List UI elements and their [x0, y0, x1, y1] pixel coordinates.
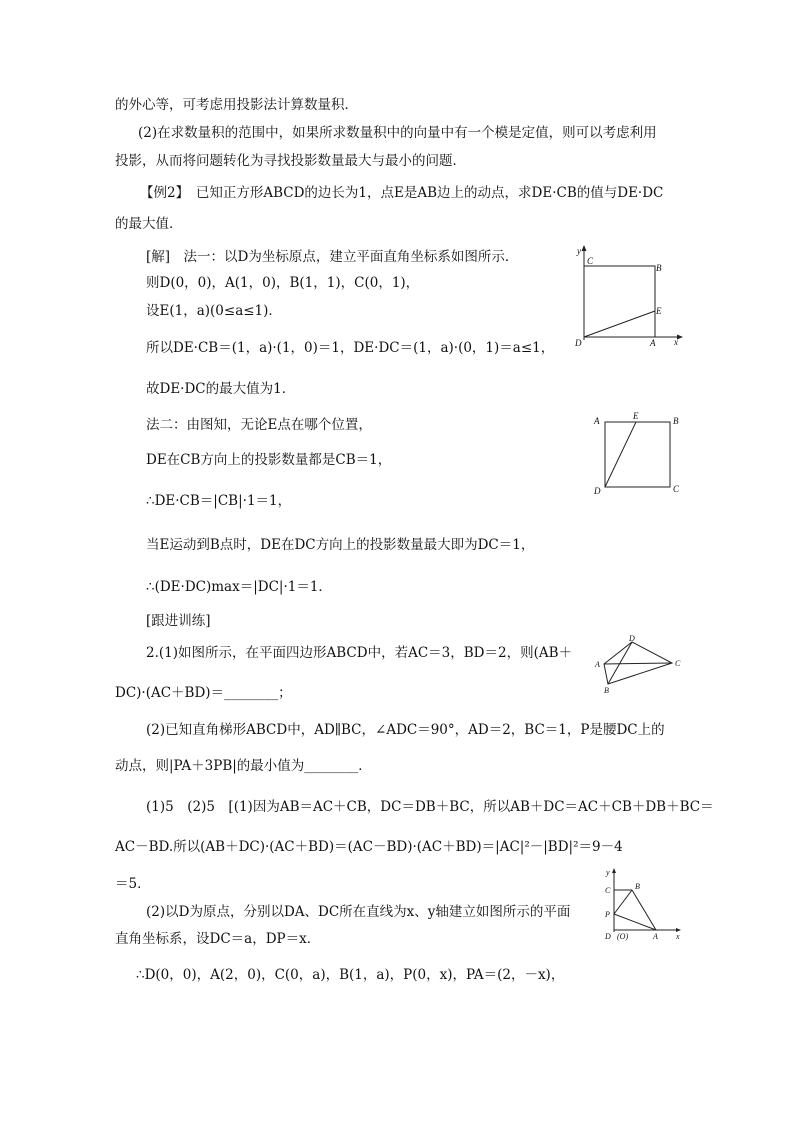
point-label-c: C	[675, 659, 681, 668]
text-line: 所以DE·CB＝(1，a)·(1，0)＝1，DE·DC＝(1，a)·(0，1)＝a≤1，	[146, 340, 555, 356]
point-label-b: B	[673, 416, 679, 426]
axis-y-label: y	[606, 868, 610, 877]
figure-trapezoid	[600, 868, 684, 942]
point-label-c: C	[587, 256, 594, 266]
point-label-d: D	[594, 486, 601, 496]
axis-y-label: y	[577, 246, 581, 256]
section-label: [跟进训练]	[146, 613, 211, 629]
text-line: ∴DE·CB＝|CB|·1＝1，	[146, 493, 292, 509]
text-line: 则D(0，0)，A(1，0)，B(1，1)，C(0，1)，	[146, 275, 420, 291]
axis-x-label: x	[676, 932, 680, 941]
point-label-a: A	[594, 416, 600, 426]
solution-line: [解] 法一：以D为坐标原点，建立平面直角坐标系如图所示．	[146, 249, 519, 265]
point-label-d: D	[575, 338, 582, 348]
figure-square-axes	[570, 244, 685, 352]
point-label-a: A	[653, 932, 658, 941]
text-line: 设E(1，a)(0≤a≤1)．	[146, 303, 282, 319]
text-line: 投影，从而将问题转化为寻找投影数量最大与最小的问题．	[115, 153, 466, 169]
text-line: ∴(DE·DC)max＝|DC|·1＝1．	[146, 579, 332, 595]
text-line: (2)已知直角梯形ABCD中，AD∥BC，∠ADC＝90°，AD＝2，BC＝1，P是腰DC上的	[146, 722, 665, 738]
figure-square-de	[592, 410, 682, 496]
text-line: (2)在求数量积的范围中，如果所求数量积中的向量中有一个模是定值，则可以考虑利用	[138, 125, 657, 141]
point-label-e: E	[633, 411, 639, 421]
text-line: 当E运动到B点时，DE在DC方向上的投影数量最大即为DC＝1，	[146, 537, 535, 553]
text-line: 故DE·DC的最大值为1．	[146, 381, 296, 397]
text-line: 2.(1)如图所示，在平面四边形ABCD中，若AC＝3，BD＝2，则(AB＋	[146, 645, 573, 661]
point-label-e: E	[656, 306, 662, 316]
point-label-a: A	[650, 338, 656, 348]
point-label-d: D	[629, 634, 635, 643]
axis-x-label: x	[674, 337, 678, 347]
point-label-a: A	[595, 660, 600, 669]
point-label-p: P	[605, 910, 610, 919]
text-line: 直角坐标系，设DC＝a，DP＝x．	[115, 931, 321, 947]
figure-quadrilateral	[594, 634, 686, 694]
point-label-b: B	[656, 263, 662, 273]
text-line: AC－BD.所以(AB＋DC)·(AC＋BD)＝(AC－BD)·(AC＋BD)＝|AC|²－|BD|²＝9－4	[115, 839, 623, 855]
origin-label: (O)	[617, 932, 629, 941]
text-line: ∴D(0，0)，A(2，0)，C(0，a)，B(1，a)，P(0，x)，PA＝(2，－x)，	[136, 967, 565, 983]
answer-line: (1)5 (2)5 [(1)因为AB＝AC＋CB，DC＝DB＋BC，所以AB＋DC＝AC＋CB＋DB＋BC＝	[146, 799, 714, 815]
point-label-c: C	[673, 484, 680, 494]
text-line: ＝5．	[115, 876, 151, 892]
point-label-b: B	[604, 686, 609, 695]
point-label-d: D	[605, 932, 611, 941]
text-line: (2)以D为原点，分别以DA、DC所在直线为x、y轴建立如图所示的平面	[146, 904, 571, 920]
text-line: 的最大值．	[115, 216, 183, 232]
text-line: 法二：由图知，无论E点在哪个位置，	[146, 417, 372, 433]
text-line: DE在CB方向上的投影数量都是CB＝1，	[146, 452, 392, 468]
example-heading: 【例2】 已知正方形ABCD的边长为1，点E是AB边上的动点，求DE·CB的值与DE·DC	[140, 185, 664, 201]
text-line: 的外心等，可考虑用投影法计算数量积．	[115, 97, 358, 113]
point-label-c: C	[605, 886, 611, 895]
text-line: DC)·(AC＋BD)＝________；	[115, 685, 292, 701]
text-line: 动点，则|PA＋3PB|的最小值为________．	[115, 758, 372, 774]
point-label-b: B	[635, 882, 640, 891]
